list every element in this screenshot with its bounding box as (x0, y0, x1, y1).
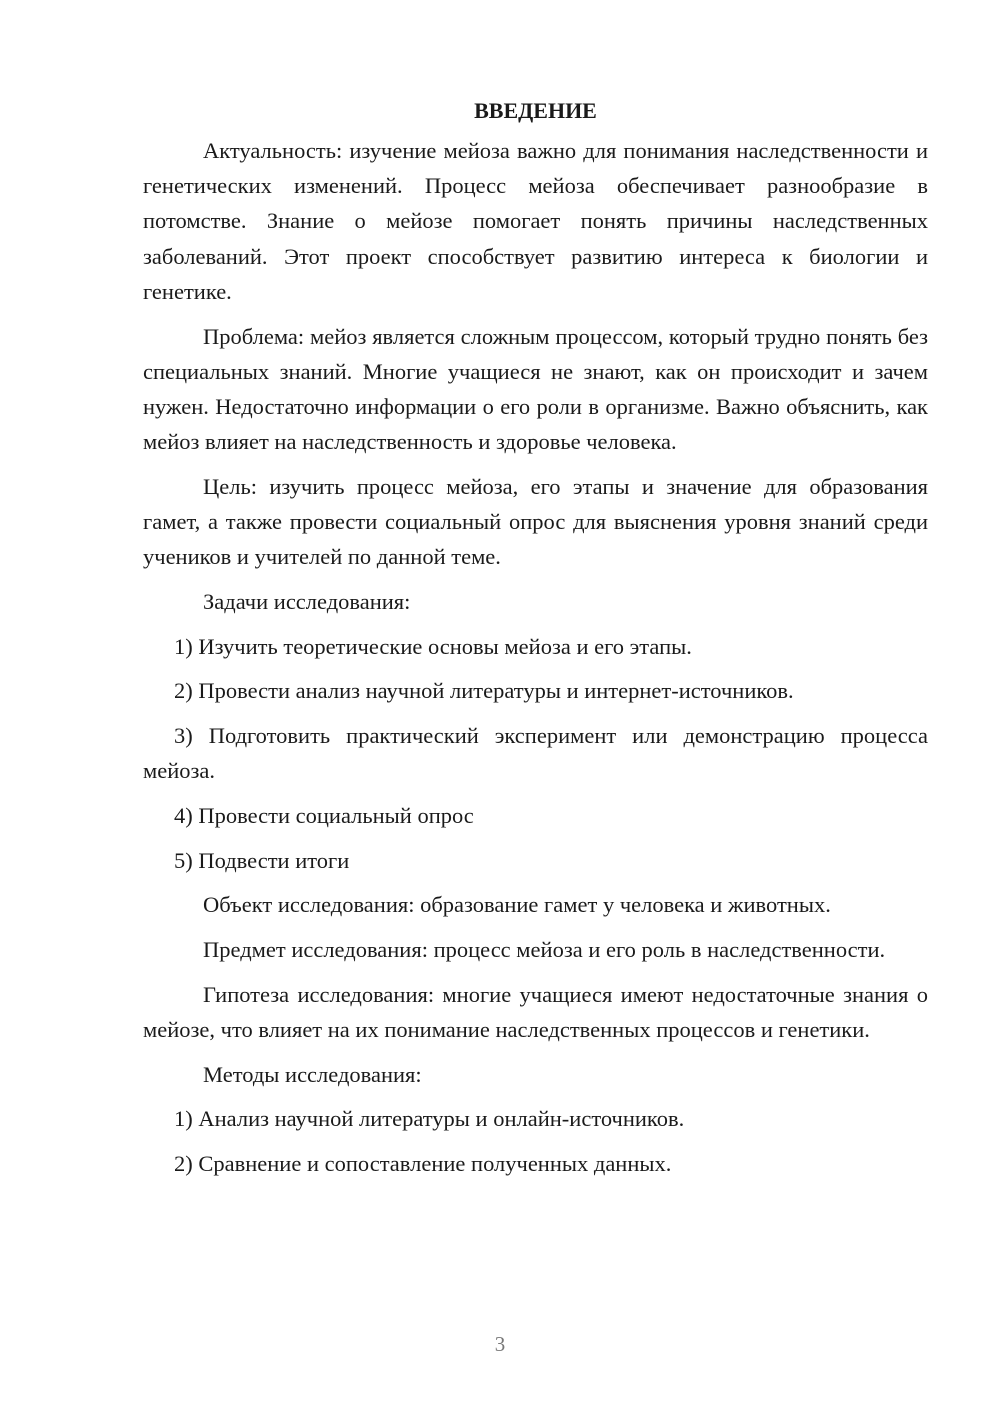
task-item-4: 4) Провести социальный опрос (174, 802, 474, 828)
problem-paragraph: Проблема: мейоз является сложным процессом, который трудно понять без специальных знаний. Многие учащиеся не знают, как он происходит и зачем нужен. Недостаточно информации о его роли в организме. Важно объяснить, как мейоз влияет на наследственность и здоровье человека. (143, 323, 928, 455)
task-item-3: 3) Подготовить практический эксперимент или демонстрацию процесса мейоза. (143, 723, 928, 784)
object-paragraph: Объект исследования: образование гамет у человека и животных. (203, 892, 831, 918)
document-page (143, 96, 928, 1191)
task-item-2: 2) Провести анализ научной литературы и интернет-источников. (174, 678, 794, 704)
task-item-5: 5) Подвести итоги (174, 847, 350, 873)
task-item-1: 1) Изучить теоретические основы мейоза и его этапы. (174, 633, 692, 659)
section-title: ВВЕДЕНИЕ (474, 98, 597, 123)
subject-paragraph: Предмет исследования: процесс мейоза и его роль в наследственности. (203, 937, 886, 963)
method-item-1: 1) Анализ научной литературы и онлайн-источников. (174, 1106, 685, 1132)
relevance-paragraph: Актуальность: изучение мейоза важно для понимания наследственности и генетических изменений. Процесс мейоза обеспечивает разнообразие в потомстве. Знание о мейозе помогает понять причины наследственных заболеваний. Этот проект способствует развитию интереса к биологии и генетике. (143, 138, 928, 304)
methods-heading: Методы исследования: (203, 1061, 422, 1087)
method-item-2: 2) Сравнение и сопоставление полученных данных. (174, 1151, 672, 1177)
hypothesis-paragraph: Гипотеза исследования: многие учащиеся имеют недостаточные знания о мейозе, что влияет на их понимание наследственных процессов и генетики. (143, 981, 928, 1042)
page-number: 3 (494, 1332, 506, 1356)
tasks-heading: Задачи исследования: (203, 588, 411, 614)
goal-paragraph: Цель: изучить процесс мейоза, его этапы и значение для образования гамет, а также провести социальный опрос для выяснения уровня знаний среди учеников и учителей по данной теме. (143, 473, 928, 570)
